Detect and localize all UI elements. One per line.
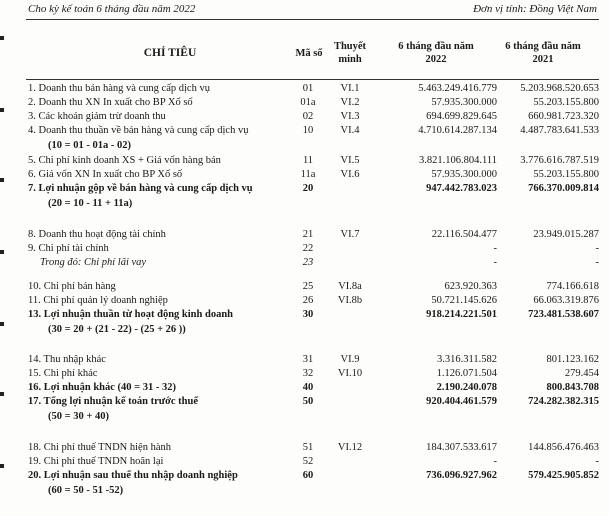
row-label: 8. Doanh thu hoạt động tài chính xyxy=(28,229,166,240)
row-value-2022: 1.126.071.504 xyxy=(436,368,497,379)
row-code: 02 xyxy=(302,111,314,122)
row-value-2021: 3.776.616.787.519 xyxy=(520,155,599,166)
row-code: 01a xyxy=(300,97,316,108)
row-note: VI.12 xyxy=(337,442,363,453)
row-code: 20 xyxy=(302,183,314,194)
row-value-2022: 3.821.106.804.111 xyxy=(419,155,497,166)
row-label: 17. Tổng lợi nhuận kế toán trước thuế xyxy=(28,396,199,407)
row-label: 11. Chi phí quản lý doanh nghiệp xyxy=(28,295,168,306)
table-row xyxy=(0,182,609,196)
row-value-2022: 57.935.300.000 xyxy=(431,97,497,108)
row-code: 30 xyxy=(302,309,314,320)
row-value-2021: 66.063.319.876 xyxy=(533,295,599,306)
header-top-rule xyxy=(26,19,599,20)
row-value-2022: 4.710.614.287.134 xyxy=(418,125,497,136)
row-value-2022: 22.116.504.477 xyxy=(431,229,497,240)
col-header-period-2021: 6 tháng đầu năm 2021 xyxy=(505,41,581,65)
row-note: VI.1 xyxy=(340,83,360,94)
row-code: 51 xyxy=(302,442,314,453)
row-note: VI.8b xyxy=(337,295,363,306)
row-value-2022: 3.316.311.582 xyxy=(437,354,497,365)
table-row xyxy=(0,154,609,168)
row-value-2022: 920.404.461.579 xyxy=(426,396,497,407)
row-code: 32 xyxy=(302,368,314,379)
row-label: 2. Doanh thu XN In xuất cho BP Xổ số xyxy=(28,97,193,108)
row-label: 13. Lợi nhuận thuần từ hoạt động kinh doanh xyxy=(28,309,234,320)
row-code: 40 xyxy=(302,382,314,393)
row-value-2021: 774.166.618 xyxy=(546,281,599,292)
row-code: 11 xyxy=(302,155,314,166)
table-row xyxy=(0,441,609,455)
col-header-item: CHỈ TIÊU xyxy=(143,47,197,59)
row-value-2021: 724.282.382.315 xyxy=(528,396,599,407)
row-code: 25 xyxy=(302,281,314,292)
col-header-note: Thuyết minh xyxy=(333,41,367,65)
row-value-2021: 801.123.162 xyxy=(546,354,599,365)
header-bottom-rule xyxy=(26,79,599,80)
row-label: 18. Chi phí thuế TNDN hiện hành xyxy=(28,442,172,453)
row-label: 19. Chi phí thuế TNDN hoãn lại xyxy=(28,456,164,467)
row-code: 10 xyxy=(302,125,314,136)
row-label: 7. Lợi nhuận gộp về bán hàng và cung cấp dịch vụ xyxy=(28,183,253,194)
row-note: VI.6 xyxy=(340,169,360,180)
row-value-2021: 4.487.783.641.533 xyxy=(520,125,599,136)
table-row xyxy=(0,353,609,367)
row-formula: (50 = 30 + 40) xyxy=(48,411,109,422)
row-value-2021: 279.454 xyxy=(564,368,599,379)
row-note: VI.4 xyxy=(340,125,360,136)
row-value-2022: - xyxy=(493,257,497,268)
row-formula: (30 = 20 + (21 - 22) - (25 + 26 )) xyxy=(48,324,186,335)
table-row xyxy=(0,469,609,483)
row-note: VI.8a xyxy=(338,281,362,292)
row-code: 26 xyxy=(302,295,314,306)
table-row xyxy=(0,82,609,96)
row-note: VI.7 xyxy=(340,229,360,240)
row-formula: (10 = 01 - 01a - 02) xyxy=(48,140,131,151)
row-code: 52 xyxy=(302,456,314,467)
table-row xyxy=(0,381,609,395)
row-value-2021: 579.425.905.852 xyxy=(528,470,599,481)
table-row xyxy=(0,256,609,270)
row-value-2021: 660.981.723.320 xyxy=(528,111,599,122)
row-label: 1. Doanh thu bán hàng và cung cấp dịch vụ xyxy=(28,83,210,94)
row-note: VI.9 xyxy=(340,354,360,365)
row-value-2021: 766.370.009.814 xyxy=(528,183,599,194)
row-value-2022: - xyxy=(493,243,497,254)
table-row xyxy=(0,280,609,294)
row-value-2022: 50.721.145.626 xyxy=(431,295,497,306)
row-value-2022: - xyxy=(493,456,497,467)
row-label: 20. Lợi nhuận sau thuế thu nhập doanh nghiệp xyxy=(28,470,238,481)
row-code: 11a xyxy=(300,169,316,180)
row-formula: (20 = 10 - 11 + 11a) xyxy=(48,198,133,209)
table-row xyxy=(0,294,609,308)
row-label: Trong đó: Chi phí lãi vay xyxy=(40,257,147,268)
row-code: 22 xyxy=(302,243,314,254)
row-value-2022: 947.442.783.023 xyxy=(426,183,497,194)
row-value-2022: 184.307.533.617 xyxy=(426,442,497,453)
row-code: 50 xyxy=(302,396,314,407)
row-value-2022: 918.214.221.501 xyxy=(426,309,497,320)
row-label: 10. Chi phí bán hàng xyxy=(28,281,116,292)
row-label: 16. Lợi nhuận khác (40 = 31 - 32) xyxy=(28,382,177,393)
row-value-2022: 5.463.249.416.779 xyxy=(418,83,497,94)
col-header-code: Mã số xyxy=(295,48,323,59)
row-formula: (60 = 50 - 51 -52) xyxy=(48,485,124,496)
row-label: 15. Chi phí khác xyxy=(28,368,98,379)
table-row xyxy=(0,96,609,110)
row-note: VI.5 xyxy=(340,155,360,166)
table-row xyxy=(0,367,609,381)
table-row xyxy=(0,455,609,469)
row-note: VI.2 xyxy=(340,97,360,108)
row-value-2021: 55.203.155.800 xyxy=(533,169,599,180)
row-value-2021: 5.203.968.520.653 xyxy=(520,83,599,94)
row-label: 5. Chi phí kinh doanh XS + Giá vốn hàng bán xyxy=(28,155,221,166)
table-row xyxy=(0,395,609,409)
report-period: Cho kỳ kế toán 6 tháng đầu năm 2022 xyxy=(28,3,196,15)
row-value-2021: 23.949.015.287 xyxy=(533,229,599,240)
row-value-2021: - xyxy=(595,257,599,268)
table-row xyxy=(0,228,609,242)
row-code: 21 xyxy=(302,229,314,240)
table-row xyxy=(0,242,609,256)
table-row xyxy=(0,124,609,138)
currency-unit: Đơn vị tính: Đồng Việt Nam xyxy=(473,3,597,15)
row-value-2021: 55.203.155.800 xyxy=(533,97,599,108)
row-label: 9. Chi phí tài chính xyxy=(28,243,109,254)
row-note: VI.10 xyxy=(337,368,363,379)
table-row xyxy=(0,168,609,182)
row-note: VI.3 xyxy=(340,111,360,122)
table-row xyxy=(0,110,609,124)
row-value-2021: 800.843.708 xyxy=(546,382,599,393)
row-value-2021: 144.856.476.463 xyxy=(528,442,599,453)
row-value-2022: 2.190.240.078 xyxy=(436,382,497,393)
row-code: 01 xyxy=(302,83,314,94)
row-value-2022: 57.935.300.000 xyxy=(431,169,497,180)
row-code: 23 xyxy=(302,257,314,268)
col-header-period-2022: 6 tháng đầu năm 2022 xyxy=(398,41,474,65)
table-row xyxy=(0,308,609,322)
row-value-2022: 736.096.927.962 xyxy=(426,470,497,481)
row-code: 60 xyxy=(302,470,314,481)
row-value-2022: 694.699.829.645 xyxy=(426,111,497,122)
row-value-2021: 723.481.538.607 xyxy=(528,309,599,320)
row-label: 4. Doanh thu thuần về bán hàng và cung cấp dịch vụ xyxy=(28,125,249,136)
row-label: 6. Giá vốn XN In xuất cho BP Xổ số xyxy=(28,169,183,180)
row-code: 31 xyxy=(302,354,314,365)
row-value-2021: - xyxy=(595,243,599,254)
row-value-2022: 623.920.363 xyxy=(444,281,497,292)
row-label: 14. Thu nhập khác xyxy=(28,354,106,365)
row-label: 3. Các khoản giảm trừ doanh thu xyxy=(28,111,166,122)
row-value-2021: - xyxy=(595,456,599,467)
